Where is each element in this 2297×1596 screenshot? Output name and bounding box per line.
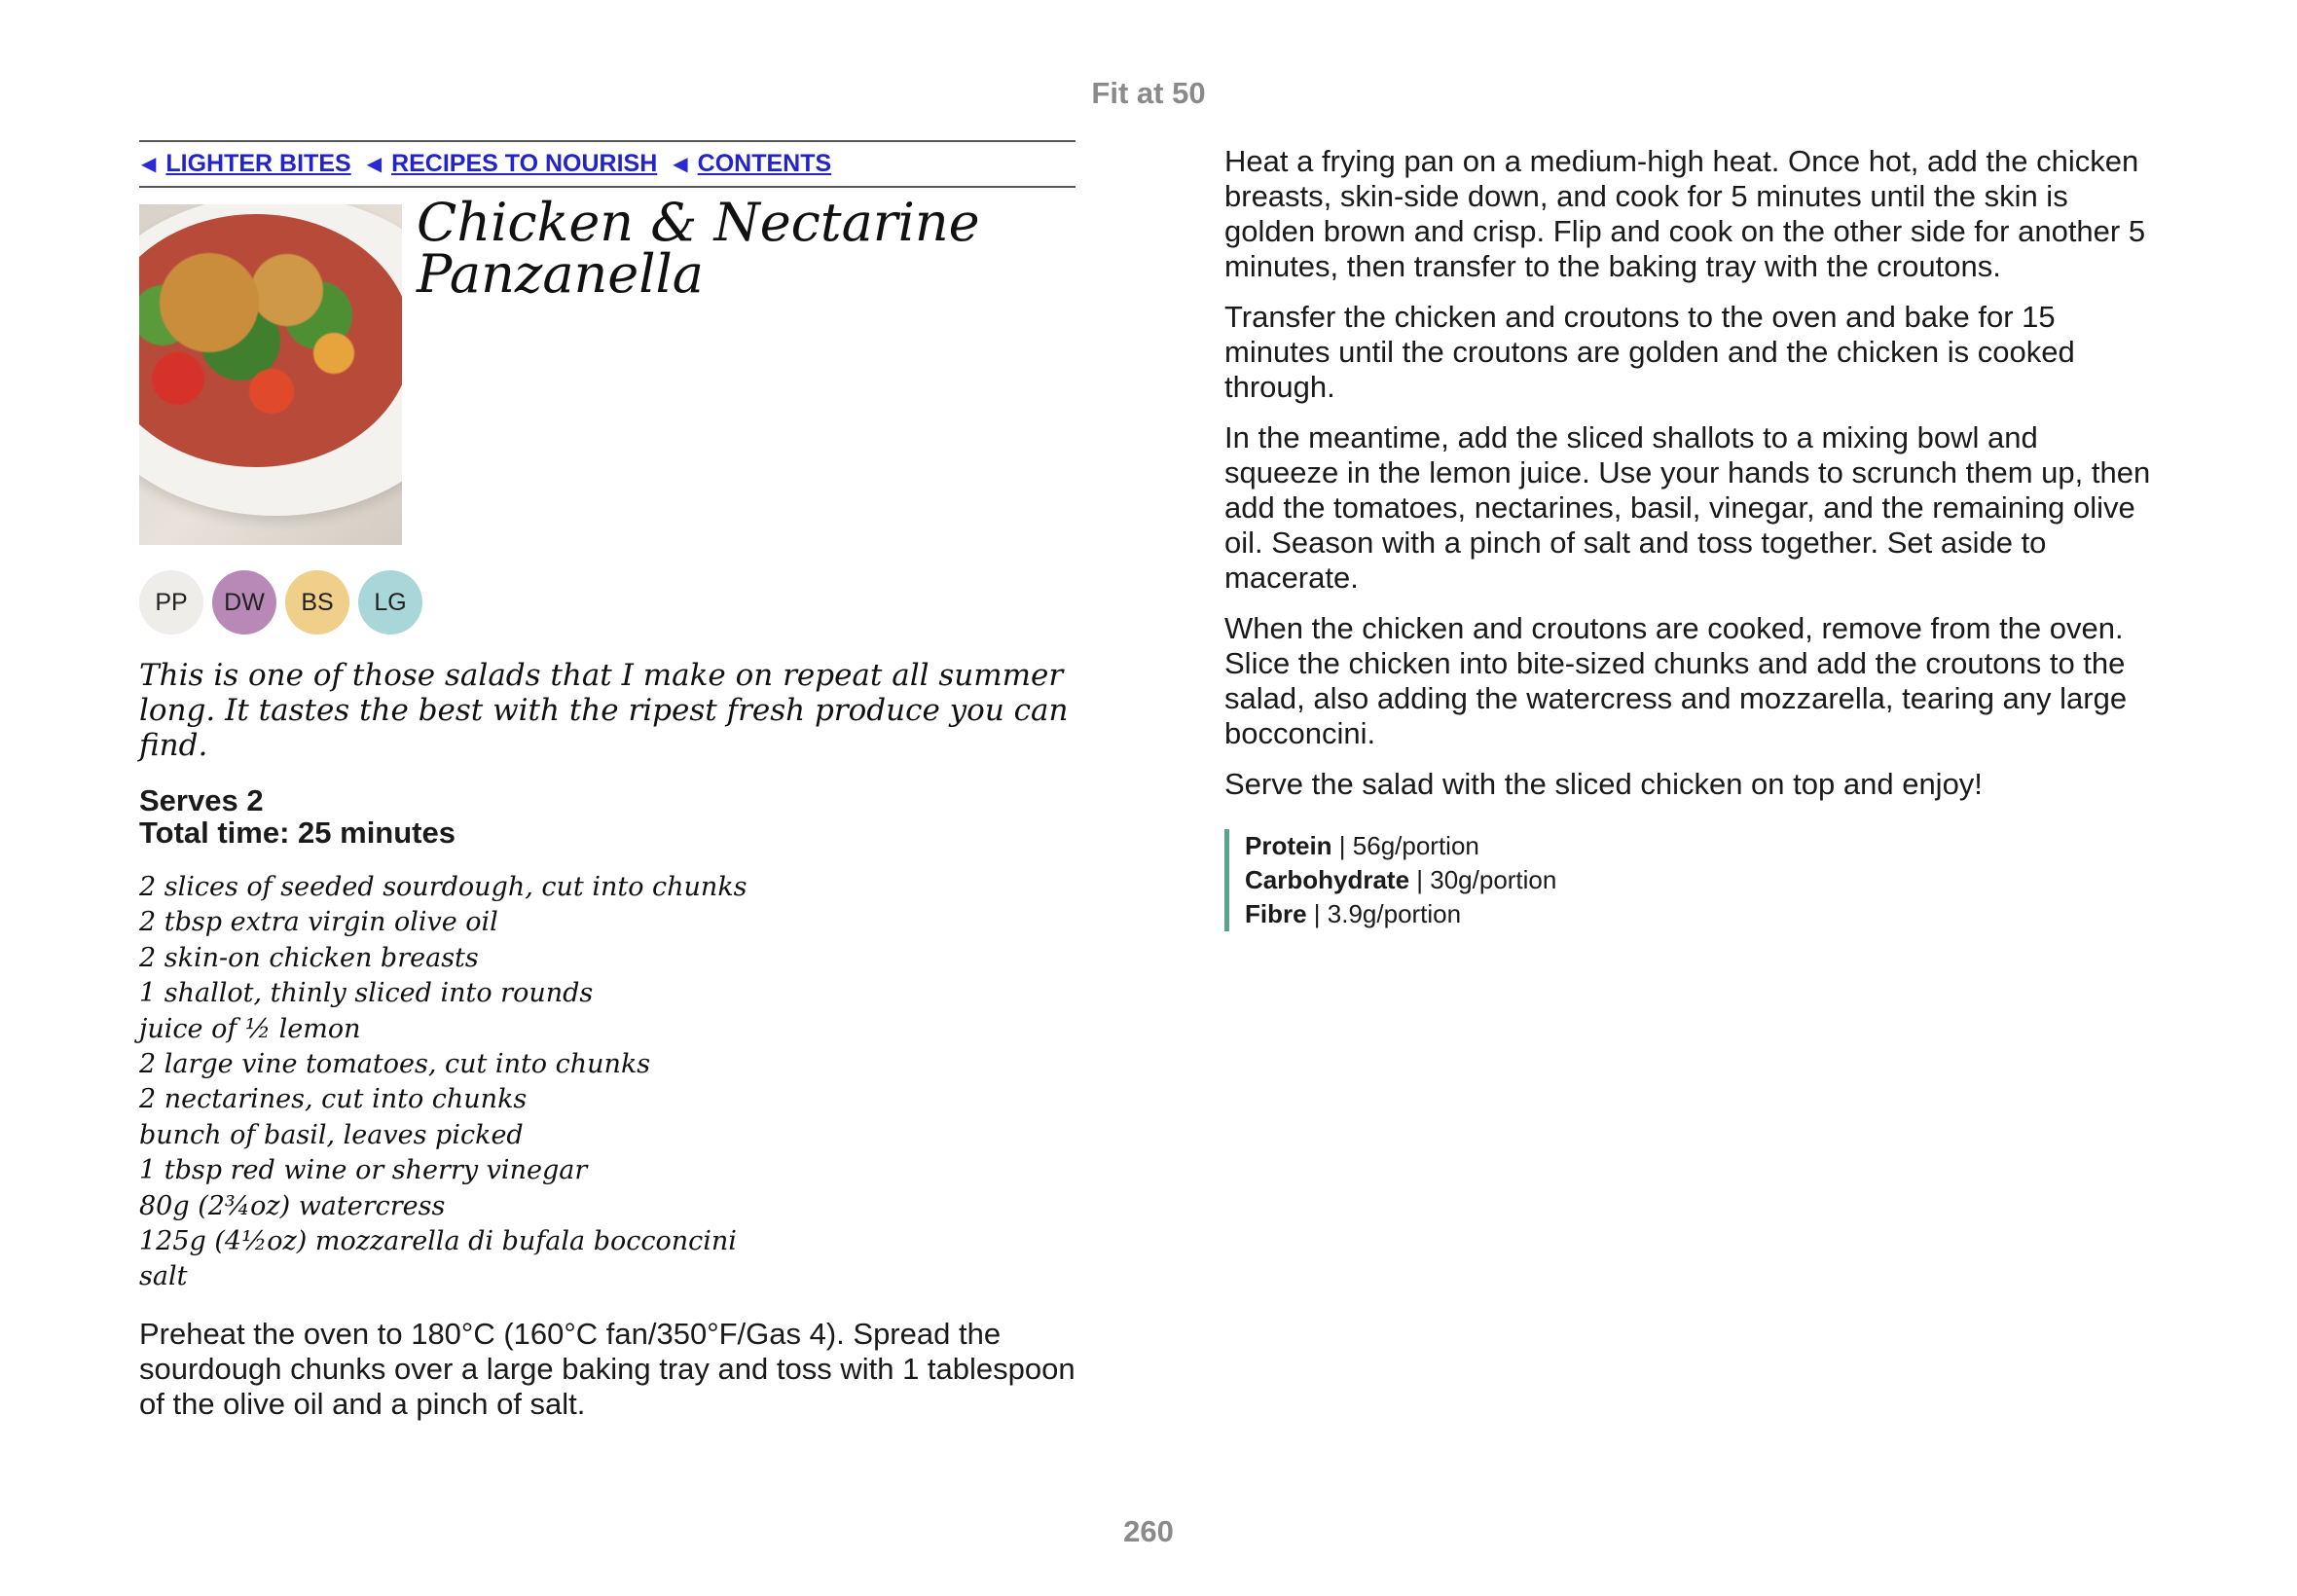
left-page xyxy=(139,140,1076,1437)
ingredient: 1 shallot, thinly sliced into rounds xyxy=(139,978,594,1009)
ingredient: 2 tbsp extra virgin olive oil xyxy=(139,907,498,938)
nutrition-row: Fibre | 3.9g/portion xyxy=(1245,899,1462,928)
method-step: Preheat the oven to 180°C (160°C fan/350°F/Gas 4). Spread the sourdough chunks over a large baking tray and toss with 1 tablespoon of the olive oil and a pinch of salt. xyxy=(139,1316,1076,1421)
ingredient: 1 tbsp red wine or sherry vinegar xyxy=(139,1155,588,1186)
method-step: When the chicken and croutons are cooked, remove from the oven. Slice the chicken into bite-sized chunks and add the croutons to the salad, also adding the watercress and mozzarella, tearing any large bocconcini. xyxy=(1224,611,2128,750)
breadcrumb xyxy=(139,140,1076,188)
method-step: In the meantime, add the sliced shallots to a mixing bowl and squeeze in the lemon juice. Use your hands to scrunch them up, then add the tomatoes, nectarines, basil, vinegar, and the remaining olive oil. Season with a pinch of salt and toss together. Set aside to macerate. xyxy=(1224,420,2151,595)
ingredient-list xyxy=(139,870,1076,1295)
nav-link-contents[interactable]: CONTENTS xyxy=(697,150,832,177)
nutrition-row: Protein | 56g/portion xyxy=(1245,831,1479,860)
diet-badges xyxy=(139,570,1076,635)
badge-bs: BS xyxy=(285,570,349,635)
nutrition-box xyxy=(1224,829,2159,931)
ingredient: 2 slices of seeded sourdough, cut into chunks xyxy=(139,872,747,902)
book-title: Fit at 50 xyxy=(1091,76,1206,110)
ingredient: salt xyxy=(139,1261,188,1292)
method-step: Heat a frying pan on a medium-high heat. Once hot, add the chicken breasts, skin-side down, and cook for 5 minutes until the skin is golden brown and crisp. Flip and cook on the other side for another 5 minutes, then transfer to the baking tray with the croutons. xyxy=(1224,144,2146,283)
recipe-photo xyxy=(139,204,402,545)
ingredient: juice of ½ lemon xyxy=(139,1013,361,1044)
badge-dw: DW xyxy=(212,570,276,635)
badge-pp: PP xyxy=(139,570,203,635)
ingredient: 2 large vine tomatoes, cut into chunks xyxy=(139,1049,651,1080)
right-page xyxy=(1224,144,2159,931)
nutrition-row: Carbohydrate | 30g/portion xyxy=(1245,865,1557,894)
recipe-meta xyxy=(139,784,1076,849)
recipe-title: Chicken & Nectarine Panzanella xyxy=(417,192,980,305)
badge-lg: LG xyxy=(358,570,422,635)
nav-link-recipes-to-nourish[interactable]: RECIPES TO NOURISH xyxy=(391,150,658,177)
method-step: Serve the salad with the sliced chicken on top and enjoy! xyxy=(1224,767,1983,801)
serves: Serves 2 xyxy=(139,783,264,817)
recipe-intro: This is one of those salads that I make on repeat all summer long. It tastes the best with the ripest fresh produce you can find. xyxy=(139,658,1069,763)
method-step: Transfer the chicken and croutons to the oven and bake for 15 minutes until the croutons are golden and the chicken is cooked through. xyxy=(1224,300,2075,404)
back-arrow-icon: ◀ xyxy=(673,154,688,175)
page-number: 260 xyxy=(1123,1514,1174,1548)
nav-link-lighter-bites[interactable]: LIGHTER BITES xyxy=(165,150,351,177)
total-time: Total time: 25 minutes xyxy=(139,816,456,850)
ingredient: bunch of basil, leaves picked xyxy=(139,1119,524,1150)
ingredient: 80g (2¾oz) watercress xyxy=(139,1190,446,1221)
ingredient: 125g (4½oz) mozzarella di bufala bocconcini xyxy=(139,1226,737,1257)
back-arrow-icon: ◀ xyxy=(141,154,157,175)
ingredient: 2 nectarines, cut into chunks xyxy=(139,1084,528,1115)
ingredient: 2 skin-on chicken breasts xyxy=(139,942,479,973)
back-arrow-icon: ◀ xyxy=(366,154,383,175)
